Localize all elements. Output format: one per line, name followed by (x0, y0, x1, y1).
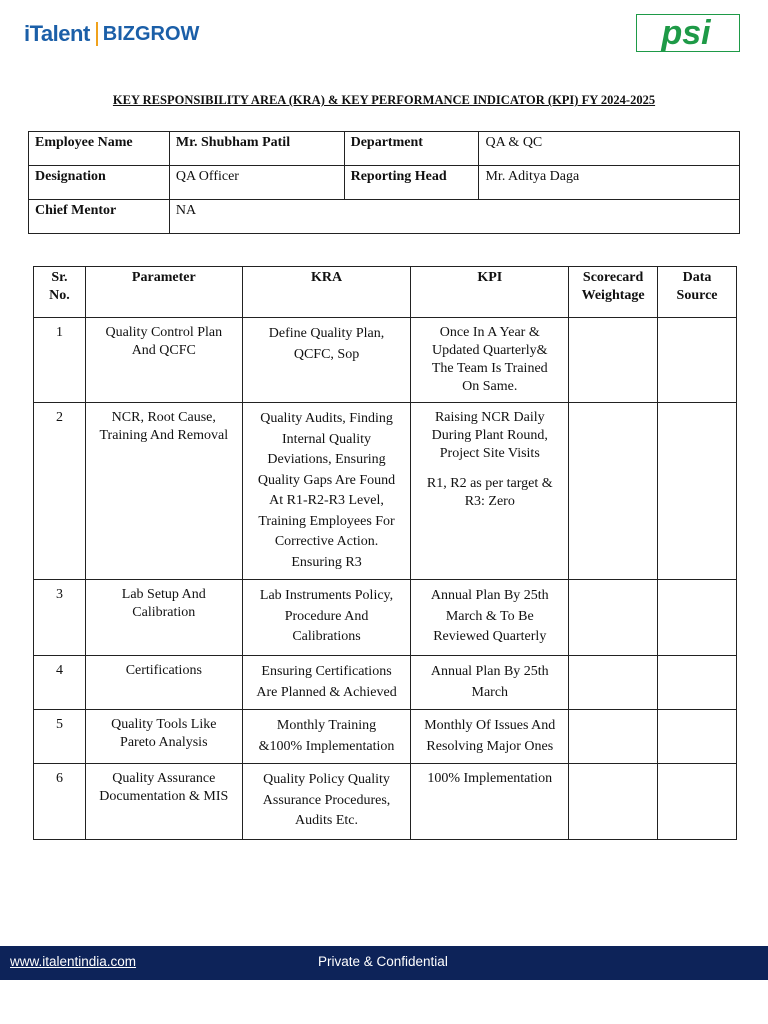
employee-name-label: Employee Name (29, 132, 170, 166)
kpi-cell: Monthly Of Issues And Resolving Major Ones (411, 710, 569, 764)
footer-website-link[interactable]: www.italentindia.com (10, 954, 137, 969)
info-row (29, 166, 740, 200)
reporting-head-value: Mr. Aditya Daga (479, 166, 740, 200)
kra-cell: Quality Policy Quality Assurance Procedures, Audits Etc. (242, 764, 411, 840)
kra-cell: Monthly Training &100% Implementation (242, 710, 411, 764)
document-title: KEY RESPONSIBILITY AREA (KRA) & KEY PERFORMANCE INDICATOR (KPI) FY 2024-2025 (112, 93, 656, 107)
kra-cell: Ensuring Certifications Are Planned & Achieved (242, 656, 411, 710)
parameter-cell: Certifications (85, 656, 242, 710)
sr-cell: 5 (34, 710, 86, 764)
department-value: QA & QC (479, 132, 740, 166)
data-source-cell (658, 580, 737, 656)
kpi-cell: Annual Plan By 25th March (411, 656, 569, 710)
sr-cell: 2 (34, 403, 86, 580)
kpi-cell: Annual Plan By 25th March & To Be Reviewed Quarterly (411, 580, 569, 656)
parameter-cell: NCR, Root Cause, Training And Removal (85, 403, 242, 580)
data-source-cell (658, 656, 737, 710)
footer-confidential-label: Private & Confidential (318, 954, 448, 969)
weightage-cell (569, 403, 658, 580)
chief-mentor-label: Chief Mentor (29, 200, 170, 234)
sr-cell: 6 (34, 764, 86, 840)
table-row (34, 710, 737, 764)
data-source-cell (658, 403, 737, 580)
header-sr-no: Sr. No. (34, 267, 86, 318)
parameter-cell: Quality Control Plan And QCFC (85, 318, 242, 403)
weightage-cell (569, 764, 658, 840)
data-source-cell (658, 764, 737, 840)
header-parameter: Parameter (85, 267, 242, 318)
reporting-head-label: Reporting Head (344, 166, 479, 200)
table-row (34, 656, 737, 710)
table-row (34, 318, 737, 403)
table-header-row (34, 267, 737, 318)
kra-cell: Quality Audits, Finding Internal Quality Deviations, Ensuring Quality Gaps Are Found At R1-R2-R3 Level, Training Employees For Corrective Action. Ensuring R3 (242, 403, 411, 580)
kpi-cell: 100% Implementation (411, 764, 569, 840)
logo-divider (96, 22, 98, 46)
weightage-cell (569, 318, 658, 403)
info-row (29, 200, 740, 234)
italent-logo-text: iTalent (24, 21, 90, 46)
header-kra: KRA (242, 267, 411, 318)
footer-bar (0, 946, 768, 980)
parameter-cell: Quality Assurance Documentation & MIS (85, 764, 242, 840)
kra-cell: Define Quality Plan, QCFC, Sop (242, 318, 411, 403)
table-row (34, 403, 737, 580)
weightage-cell (569, 656, 658, 710)
weightage-cell (569, 580, 658, 656)
kra-cell: Lab Instruments Policy, Procedure And Calibrations (242, 580, 411, 656)
table-row (34, 764, 737, 840)
employee-info-table (28, 131, 740, 234)
parameter-cell: Lab Setup And Calibration (85, 580, 242, 656)
table-row (34, 580, 737, 656)
data-source-cell (658, 318, 737, 403)
header-data-source: Data Source (658, 267, 737, 318)
employee-name-value: Mr. Shubham Patil (169, 132, 344, 166)
info-row (29, 132, 740, 166)
header-kpi: KPI (411, 267, 569, 318)
chief-mentor-value: NA (169, 200, 739, 234)
sr-cell: 4 (34, 656, 86, 710)
department-label: Department (344, 132, 479, 166)
kpi-cell: Once In A Year & Updated Quarterly& The Team Is Trained On Same. (411, 318, 569, 403)
sr-cell: 1 (34, 318, 86, 403)
parameter-cell: Quality Tools Like Pareto Analysis (85, 710, 242, 764)
psi-logo (636, 14, 740, 52)
data-source-cell (658, 710, 737, 764)
psi-logo-text: psi (661, 14, 711, 52)
kra-kpi-table (33, 266, 737, 840)
italent-bizgrow-logo (24, 18, 199, 50)
weightage-cell (569, 710, 658, 764)
designation-value: QA Officer (169, 166, 344, 200)
sr-cell: 3 (34, 580, 86, 656)
designation-label: Designation (29, 166, 170, 200)
bizgrow-logo-text: BIZGROW (102, 22, 200, 45)
header-scorecard-weightage: Scorecard Weightage (569, 267, 658, 318)
kpi-cell: Raising NCR Daily During Plant Round, Project Site Visits R1, R2 as per target & R3: Zero (411, 403, 569, 580)
